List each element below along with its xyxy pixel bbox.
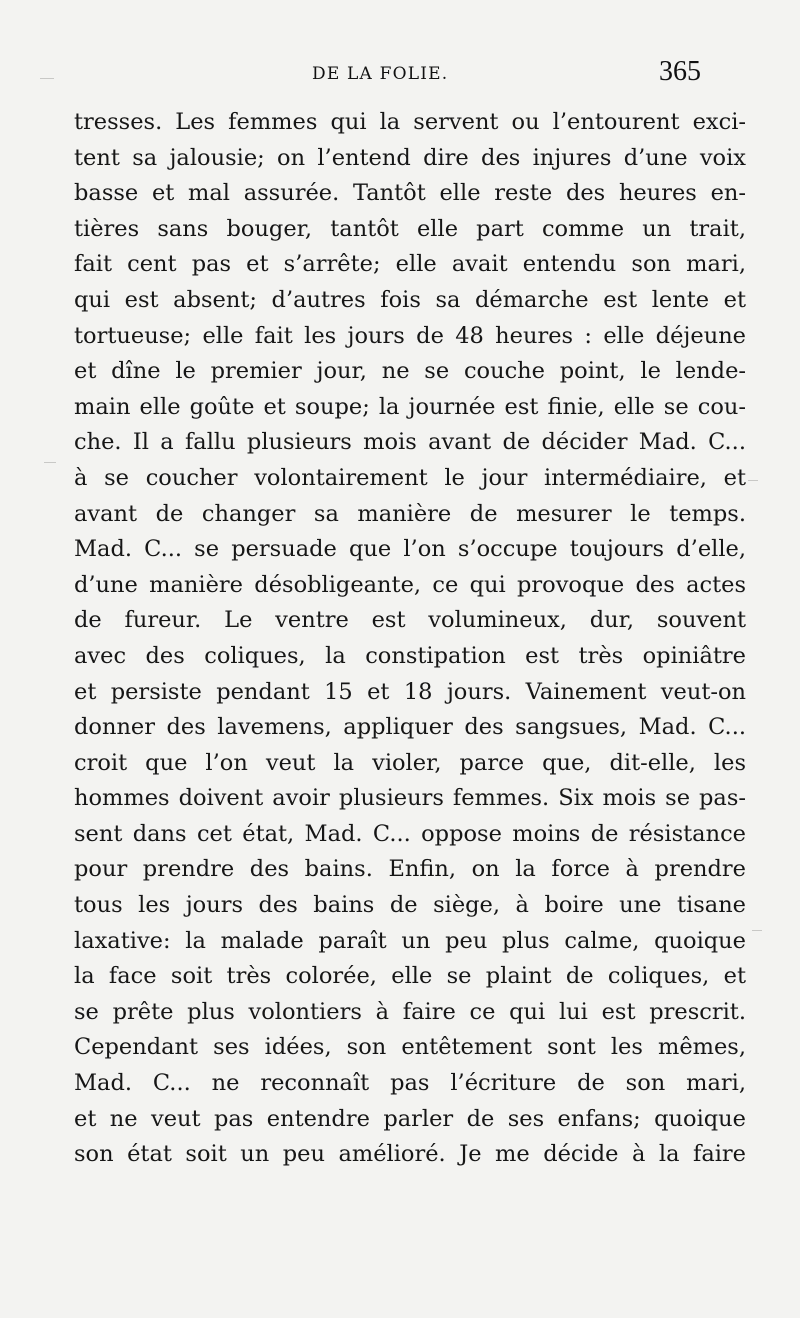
- text-line: tières sans bouger, tantôt elle part comme un trait,: [74, 215, 746, 242]
- page-number: 365: [659, 56, 701, 87]
- text-line: donner des lavemens, appliquer des sangsues, Mad. C...: [74, 714, 746, 741]
- text-line: basse et mal assurée. Tantôt elle reste des heures en-: [74, 180, 746, 207]
- text-line: Mad. C... ne reconnaît pas l’écriture de son mari,: [74, 1070, 746, 1097]
- text-line: et ne veut pas entendre parler de ses enfans; quoique: [74, 1105, 746, 1132]
- text-line: fait cent pas et s’arrête; elle avait entendu son mari,: [74, 251, 746, 278]
- text-line: et dîne le premier jour, ne se couche point, le lende-: [74, 358, 746, 385]
- text-line: che. Il a fallu plusieurs mois avant de décider Mad. C...: [74, 429, 746, 456]
- text-line: se prête plus volontiers à faire ce qui lui est prescrit.: [74, 998, 746, 1025]
- text-line: sent dans cet état, Mad. C... oppose moins de résistance: [74, 820, 746, 847]
- text-line: avant de changer sa manière de mesurer le temps.: [74, 500, 746, 527]
- scan-mark: [748, 480, 758, 481]
- text-line: Mad. C... se persuade que l’on s’occupe toujours d’elle,: [74, 536, 746, 563]
- running-head: [0, 56, 800, 96]
- text-line: tortueuse; elle fait les jours de 48 heures : elle déjeune: [74, 322, 746, 349]
- text-line: hommes doivent avoir plusieurs femmes. Six mois se pas-: [74, 785, 746, 812]
- text-line: croit que l’on veut la violer, parce que, dit-elle, les: [74, 749, 746, 776]
- text-line: de fureur. Le ventre est volumineux, dur, souvent: [74, 607, 746, 634]
- text-line: et persiste pendant 15 et 18 jours. Vainement veut-on: [74, 678, 746, 705]
- text-line: d’une manière désobligeante, ce qui provoque des actes: [74, 571, 746, 598]
- body-text: [74, 105, 746, 1195]
- text-line: tresses. Les femmes qui la servent ou l’entourent exci-: [74, 109, 746, 135]
- scan-mark: [40, 78, 54, 79]
- text-line: laxative: la malade paraît un peu plus calme, quoique: [74, 927, 746, 954]
- text-line: pour prendre des bains. Enfin, on la force à prendre: [74, 856, 746, 883]
- text-line: tous les jours des bains de siège, à boire une tisane: [74, 892, 746, 919]
- text-line: tent sa jalousie; on l’entend dire des injures d’une voix: [74, 144, 746, 171]
- text-line: qui est absent; d’autres fois sa démarche est lente et: [74, 286, 746, 313]
- text-line: la face soit très colorée, elle se plaint de coliques, et: [74, 963, 746, 990]
- scan-mark: [752, 930, 762, 931]
- text-line: main elle goûte et soupe; la journée est finie, elle se cou-: [74, 393, 746, 420]
- text-line: à se coucher volontairement le jour intermédiaire, et: [74, 464, 746, 491]
- scan-mark: [44, 462, 56, 463]
- text-line: son état soit un peu amélioré. Je me décide à la faire: [74, 1141, 746, 1168]
- running-head-title: DE LA FOLIE.: [312, 64, 449, 84]
- text-line: avec des coliques, la constipation est très opiniâtre: [74, 642, 746, 669]
- text-line: Cependant ses idées, son entêtement sont les mêmes,: [74, 1034, 746, 1061]
